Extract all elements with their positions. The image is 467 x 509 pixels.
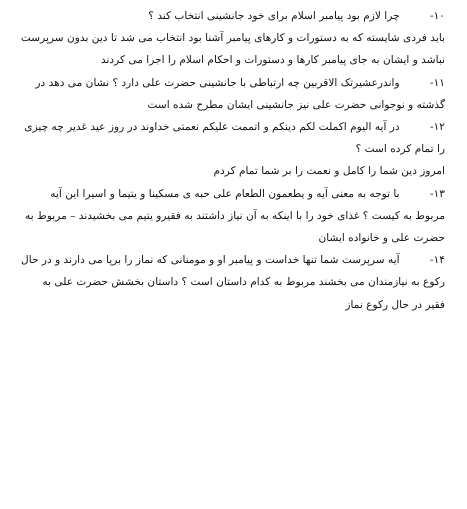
question-12 <box>20 116 445 160</box>
question-10 <box>20 5 445 27</box>
question-number: ۱۳- <box>430 187 445 200</box>
question-text: با توجه به معنی آیه و یطعمون الطعام علی حبه ی مسکینا و یتیما و اسیرا این آیه مربوط به کیست ؟ غذای خود را با اینکه به آن نیاز داشتند به فقیرو یتیم می بخشیدند – مربوط به حضرت علی و خانواده ایشان <box>25 187 445 245</box>
question-13 <box>20 183 445 250</box>
answer-12: امروز دین شما را کامل و نعمت را بر شما تمام کردم <box>213 165 445 178</box>
question-list <box>20 5 445 316</box>
question-text: در آیه الیوم اکملت لکم دینکم و اتممت علیکم نعمتی خداوند در روز عید غدیر چه چیزی را تمام کرده است ؟ <box>24 121 445 156</box>
question-14 <box>20 249 445 316</box>
question-11 <box>20 72 445 116</box>
answer-10: باید فردی شایسته که به دستورات و کارهای پیامبر آشنا بود انتخاب می شد تا دین بدون سرپرست نباشد و ایشان به جای پیامبر کارها و دستورات و احکام اسلام را اجرا می کردند <box>20 32 445 67</box>
question-text: واندرعشیرتک الاقربین چه ارتباطی با جانشینی حضرت علی دارد ؟ نشان می دهد در گذشته و نوجوانی حضرت علی نیز جانشینی ایشان مطرح شده است <box>35 76 445 111</box>
question-number: ۱۰- <box>430 10 445 22</box>
question-text: آیه سرپرست شما تنها خداست و پیامبر او و مومنانی که نماز را برپا می دارند و در حال رکوع به نیازمندان می بخشند مربوط به کدام داستان است ؟ داستان بخشش حضرت علی به فقیر در حال رکوع نماز <box>21 254 445 311</box>
question-number: ۱۲- <box>430 121 445 134</box>
question-number: ۱۱- <box>430 76 445 89</box>
question-text: چرا لازم بود پیامبر اسلام برای خود جانشینی انتخاب کند ؟ <box>148 10 400 22</box>
question-number: ۱۴- <box>430 254 445 267</box>
